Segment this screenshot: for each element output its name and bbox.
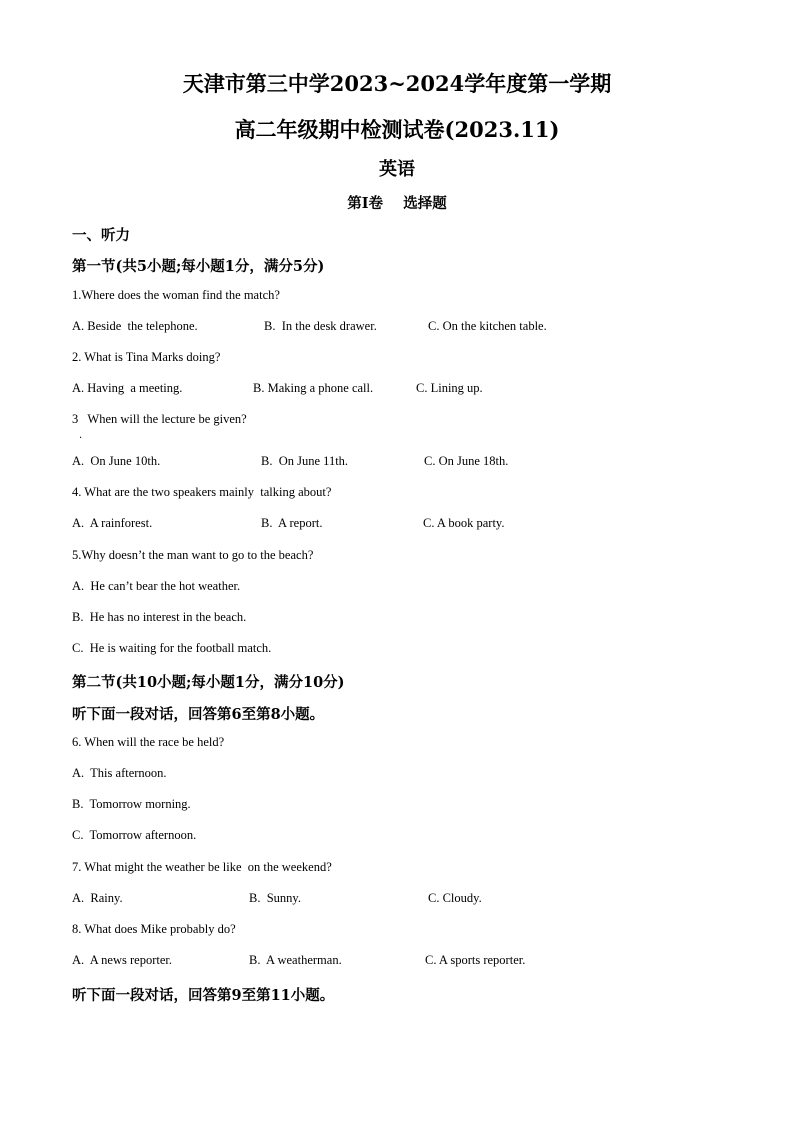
exam-title-line1: 天津市第三中学2023~2024学年度第一学期 — [182, 71, 612, 96]
question-3-option-b: B. On June 11th. — [261, 454, 349, 468]
question-3-option-a: A. On June 10th. — [72, 454, 161, 468]
question-2-option-c: C. Lining up. — [416, 381, 483, 395]
part-title: 第I卷 选择题 — [347, 195, 447, 212]
question-1-option-c: C. On the kitchen table. — [428, 319, 547, 333]
question-1-option-b: B. In the desk drawer. — [264, 319, 377, 333]
question-8-option-a: A. A news reporter. — [72, 953, 172, 967]
question-7-option-c: C. Cloudy. — [428, 891, 482, 905]
section2-instruction-1: 听下面一段对话，回答第6至第8小题。 — [72, 706, 325, 723]
question-7-option-a: A. Rainy. — [72, 891, 123, 905]
question-6-option-c: C. Tomorrow afternoon. — [72, 828, 197, 842]
question-2-option-a: A. Having a meeting. — [72, 381, 183, 395]
question-2-option-b: B. Making a phone call. — [253, 381, 374, 395]
question-5-stem: 5.Why doesn’t the man want to go to the beach? — [72, 548, 314, 562]
question-4-option-c: C. A book party. — [423, 516, 505, 530]
question-7-stem: 7. What might the weather be like on the weekend? — [72, 860, 332, 874]
question-8-option-b: B. A weatherman. — [249, 953, 342, 967]
question-2-stem: 2. What is Tina Marks doing? — [72, 350, 221, 364]
question-6-stem: 6. When will the race be held? — [72, 735, 225, 749]
question-1-option-a: A. Beside the telephone. — [72, 319, 198, 333]
section1-heading: 第一节(共5小题;每小题1分，满分5分) — [72, 258, 325, 275]
question-5-option-a: A. He can’t bear the hot weather. — [72, 579, 241, 593]
question-7-option-b: B. Sunny. — [249, 891, 301, 905]
question-4-stem: 4. What are the two speakers mainly talking about? — [72, 485, 332, 499]
exam-title-line2: 高二年级期中检测试卷(2023.11) — [234, 117, 560, 142]
section2-instruction-2: 听下面一段对话，回答第9至第11小题。 — [72, 987, 335, 1004]
question-3-stem: 3 When will the lecture be given? — [72, 412, 247, 426]
question-8-stem: 8. What does Mike probably do? — [72, 922, 236, 936]
listening-heading: 一、听力 — [72, 227, 130, 244]
question-3-option-c: C. On June 18th. — [424, 454, 509, 468]
stray-dot: · — [79, 433, 83, 444]
question-6-option-a: A. This afternoon. — [72, 766, 167, 780]
question-8-option-c: C. A sports reporter. — [425, 953, 526, 967]
question-1-stem: 1.Where does the woman find the match? — [72, 288, 280, 302]
question-5-option-c: C. He is waiting for the football match. — [72, 641, 272, 655]
question-4-option-a: A. A rainforest. — [72, 516, 153, 530]
question-5-option-b: B. He has no interest in the beach. — [72, 610, 247, 624]
subject-title: 英语 — [379, 159, 415, 180]
question-6-option-b: B. Tomorrow morning. — [72, 797, 191, 811]
question-4-option-b: B. A report. — [261, 516, 323, 530]
section2-heading: 第二节(共10小题;每小题1分，满分10分) — [72, 674, 345, 691]
